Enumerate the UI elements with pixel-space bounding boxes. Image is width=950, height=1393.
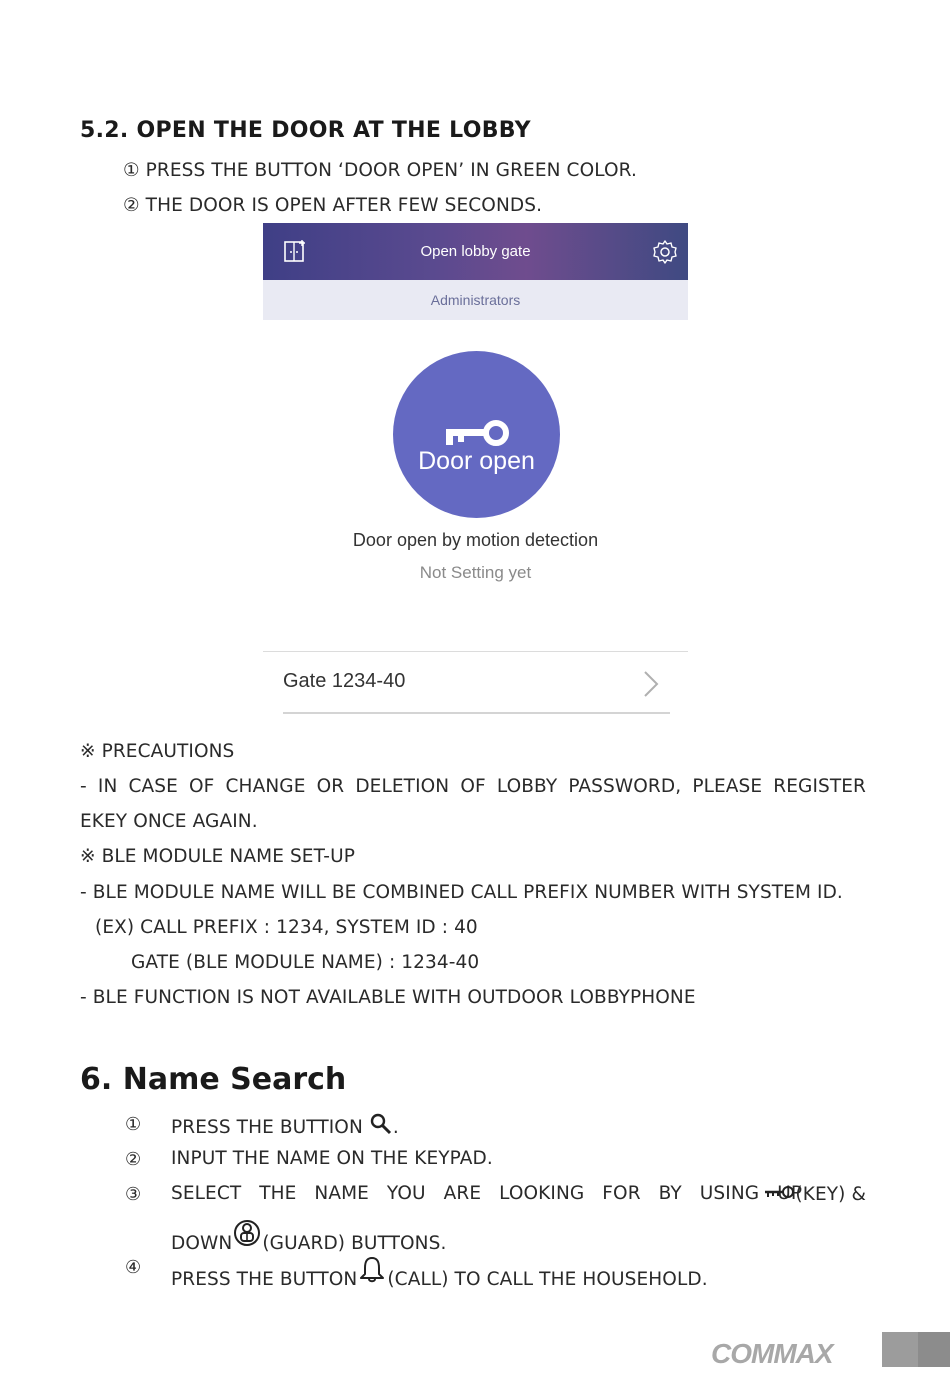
ble-heading: ※ BLE MODULE NAME SET-UP: [80, 846, 355, 867]
name-search-step-1: [171, 1113, 399, 1138]
step-text: .: [392, 1117, 399, 1138]
step-number: ①: [125, 1114, 142, 1135]
precautions-heading: ※ PRECAUTIONS: [80, 741, 235, 762]
administrators-tab[interactable]: Administrators: [263, 280, 688, 320]
motion-detection-status: Not Setting yet: [419, 563, 532, 582]
step-2-text: ② THE DOOR IS OPEN AFTER FEW SECONDS.: [123, 195, 543, 216]
ble-line-2: (EX) CALL PREFIX : 1234, SYSTEM ID : 40: [95, 917, 478, 938]
step-1-text: ① PRESS THE BUTTON ‘DOOR OPEN’ IN GREEN COLOR.: [123, 160, 637, 181]
step-number: ④: [125, 1257, 142, 1278]
divider: [263, 651, 688, 652]
chevron-right-icon[interactable]: [642, 670, 660, 698]
step-text: (GUARD) BUTTONS.: [262, 1233, 447, 1254]
step-text: (CALL) TO CALL THE HOUSEHOLD.: [387, 1269, 708, 1290]
ble-line-1: - BLE MODULE NAME WILL BE COMBINED CALL PREFIX NUMBER WITH SYSTEM ID.: [80, 882, 843, 903]
divider: [283, 712, 670, 714]
gate-name[interactable]: Gate 1234-40: [283, 670, 406, 692]
precautions-line-2: EKEY ONCE AGAIN.: [80, 811, 258, 832]
step-number: ③: [125, 1184, 142, 1205]
step-text: (KEY) &: [795, 1184, 866, 1205]
ble-line-3: GATE (BLE MODULE NAME) : 1234-40: [131, 952, 480, 973]
gear-icon[interactable]: [652, 239, 678, 265]
name-search-step-4: [171, 1255, 708, 1290]
ble-line-4: - BLE FUNCTION IS NOT AVAILABLE WITH OUTDOOR LOBBYPHONE: [80, 987, 696, 1008]
precautions-line-1: - IN CASE OF CHANGE OR DELETION OF LOBBY PASSWORD, PLEASE REGISTER: [80, 776, 866, 797]
name-search-step-3: [171, 1183, 866, 1205]
guard-icon: [232, 1219, 262, 1247]
name-search-step-3-cont: [171, 1219, 446, 1254]
door-open-label: Door open: [418, 447, 535, 475]
name-search-step-2: INPUT THE NAME ON THE KEYPAD.: [171, 1148, 493, 1169]
step-text: DOWN: [171, 1233, 233, 1254]
search-icon: [369, 1113, 393, 1135]
step-key-group: [763, 1183, 866, 1205]
motion-detection-label[interactable]: Door open by motion detection: [352, 530, 599, 550]
footer-bar-accent: [882, 1332, 918, 1367]
step-text: PRESS THE BUTTON: [171, 1269, 358, 1290]
step-text: PRESS THE BUTTION: [171, 1117, 369, 1138]
section-heading-6: 6. Name Search: [80, 1062, 347, 1097]
key-icon: [763, 1183, 795, 1201]
app-header-title: Open lobby gate: [420, 243, 531, 260]
step-number: ②: [125, 1149, 142, 1170]
door-open-button[interactable]: [393, 351, 560, 518]
section-heading-5-2: 5.2. OPEN THE DOOR AT THE LOBBY: [80, 118, 531, 143]
step-text: SELECT THE NAME YOU ARE LOOKING FOR BY USING UP: [171, 1183, 803, 1204]
step-text-justified: [171, 1183, 803, 1205]
app-header-bar: [263, 223, 688, 280]
commax-logo: COMMAX: [711, 1338, 833, 1369]
bell-icon: [357, 1255, 387, 1283]
key-icon: [444, 419, 510, 449]
